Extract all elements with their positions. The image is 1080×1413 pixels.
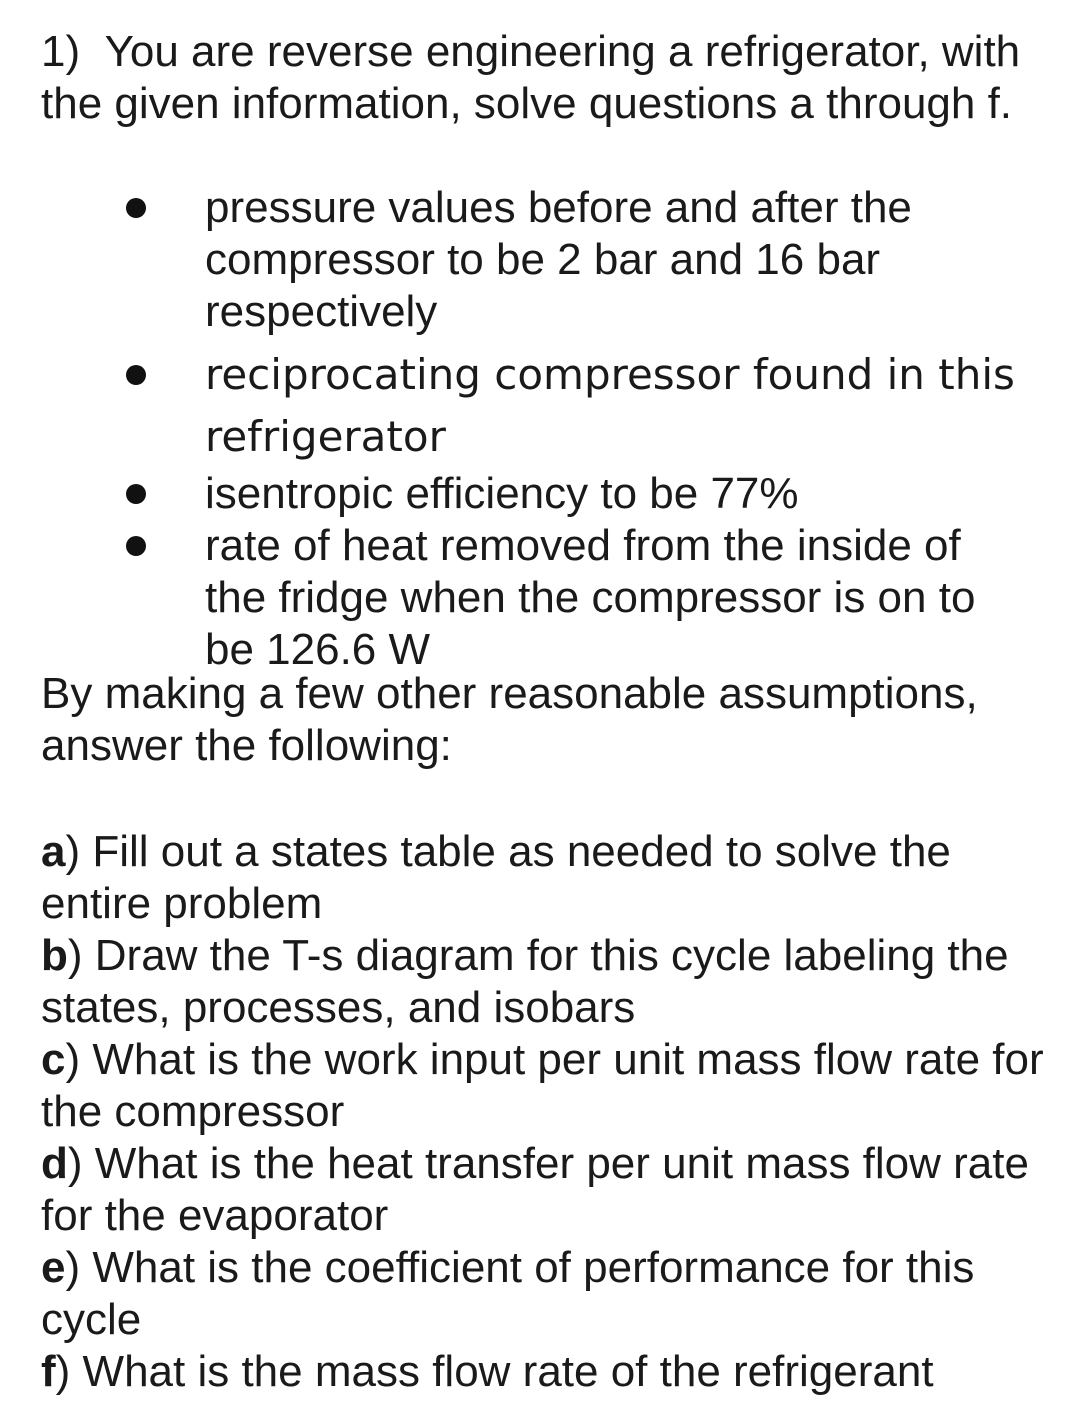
question-text: ) Draw the T-s diagram for this cycle labeling the states, processes, and isobars [41, 931, 1009, 1032]
question-text: ) What is the heat transfer per unit mass flow rate for the evaporator [41, 1139, 1029, 1240]
question-item [41, 1138, 1051, 1242]
given-item-text: pressure values before and after the compressor to be 2 bar and 16 bar respectively [205, 183, 912, 336]
bullet-icon [126, 365, 146, 385]
question-letter: c [41, 1035, 66, 1084]
given-item-text: rate of heat removed from the inside of the fridge when the compressor is on to be 126.6 W [205, 521, 976, 674]
question-text: ) What is the mass flow rate of the refrigerant [55, 1347, 934, 1396]
given-item [0, 344, 1025, 468]
problem-intro [41, 26, 1041, 130]
given-item [0, 520, 1025, 676]
question-item [41, 1346, 1051, 1398]
question-letter: a [41, 827, 66, 876]
given-item-text: reciprocating compressor found in this refrigerator [205, 350, 1015, 461]
problem-number: 1) [41, 27, 81, 76]
bullet-icon [126, 198, 146, 218]
given-item [0, 468, 1025, 520]
question-text: ) What is the coefficient of performance for this cycle [41, 1243, 975, 1344]
question-item [41, 826, 1051, 930]
question-text: ) Fill out a states table as needed to solve the entire problem [41, 827, 951, 928]
given-item-text: isentropic efficiency to be 77% [205, 469, 799, 518]
bullet-icon [126, 536, 146, 556]
assumptions-text: By making a few other reasonable assumptions, answer the following: [41, 669, 978, 770]
question-item [41, 1034, 1051, 1138]
question-item [41, 1242, 1051, 1346]
problem-intro-text: You are reverse engineering a refrigerator, with the given information, solve questions a through f. [41, 27, 1021, 128]
question-letter: e [41, 1243, 66, 1292]
given-info-list [0, 182, 1080, 676]
question-letter: d [41, 1139, 68, 1188]
bullet-icon [126, 484, 146, 504]
given-item [0, 182, 1025, 338]
question-letter: f [41, 1347, 56, 1396]
question-list [41, 826, 1051, 1398]
question-letter: b [41, 931, 68, 980]
question-text: ) What is the work input per unit mass flow rate for the compressor [41, 1035, 1044, 1136]
question-item [41, 930, 1051, 1034]
